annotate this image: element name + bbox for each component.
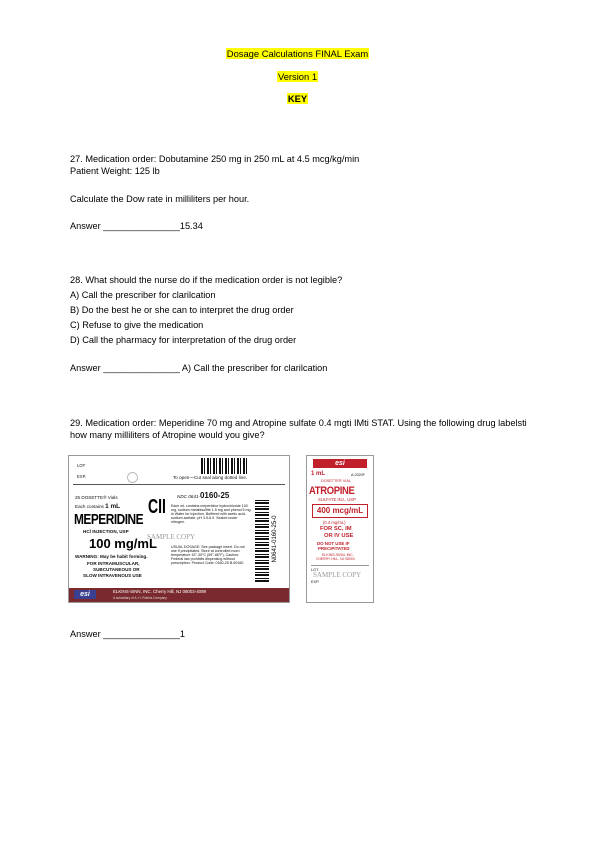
meperidine-each-ml: 1 mL [105, 503, 121, 510]
meperidine-lot: LOT [77, 463, 86, 468]
meperidine-ndc: 0160-25 [199, 491, 230, 500]
q29-question: 29. Medication order: Meperidine 70 mg and Atropine sulfate 0.4 mgti IMti STAT. Using the following drug labelsti how many milliliters of Atropine would you give? [70, 418, 527, 440]
meperidine-footer [69, 588, 289, 602]
barcode-text-box [271, 498, 279, 582]
atropine-city: CHERRY HILL, NJ 08003 [316, 557, 355, 561]
exam-title: Dosage Calculations FINAL Exam [226, 48, 369, 59]
meperidine-warning: WARNING: May be habit forming. [75, 554, 148, 559]
atropine-warn1: DO NOT USE IF [317, 541, 350, 546]
atropine-vol: 1 mL [311, 471, 326, 477]
atropine-warn2: PRECIPITATED [318, 546, 350, 551]
meperidine-each-row [75, 505, 120, 510]
atropine-brand: esi [313, 459, 367, 468]
atropine-sub: SULFATE INJ., USP [318, 497, 356, 502]
meperidine-desc: Each mL contains meperidine hydrochloride 100 mg, sodium metabisulfite 1.5 mg and phenol 5 mg in Water for Injection. Buffered with acetic acid-sodium acetate. pH 3.5-6.0. Sealed under nitrogen. [171, 504, 251, 525]
atropine-mg: (0.4 mg/mL) [323, 520, 346, 525]
atropine-code: A-0320F [351, 473, 365, 477]
top-barcode-icon [201, 458, 247, 474]
atropine-vial: DOSETTE® VIAL [321, 479, 352, 483]
q29-answer: Answer _______________1 [70, 629, 185, 639]
q28-option-a: A) Call the prescriber for clarilcation [70, 290, 216, 300]
meperidine-label [68, 455, 290, 603]
meperidine-strength: 100 mg/mL [89, 536, 157, 551]
atropine-route1: FOR SC, IM [320, 526, 352, 532]
atropine-exp: EXP. [311, 580, 320, 584]
exam-key: KEY [287, 93, 308, 104]
meperidine-company: ELKINS-SINN, INC. Cherry Hill, NJ 08003-4099 [113, 589, 206, 594]
q27-prompt: Calculate the Dow rate in milliliters per hour. [70, 194, 250, 204]
exam-title-row [0, 48, 595, 60]
meperidine-ndc-prefix: NDC 0641- [177, 494, 200, 499]
version-row [0, 71, 595, 83]
atropine-company: ELKINS-SINN, INC. [322, 553, 354, 557]
atropine-route2: OR IV USE [324, 533, 354, 539]
meperidine-sample: SAMPLE COPY [147, 533, 196, 541]
meperidine-route2: SUBCUTANEOUS OR [93, 567, 140, 572]
q27-weight: Patient Weight: 125 lb [70, 166, 160, 176]
atropine-name: ATROPINE [309, 485, 355, 497]
meperidine-name: MEPERIDINE [74, 512, 144, 528]
meperidine-dosage: USUAL DOSAGE: See package insert. Do not use if precipitated. Store at controlled room temperature 15°-30°C (59°-86°F). Caution: Federal law prohibits dispensing without prescription. Product Code: 0160-25 B-50160 [171, 545, 245, 566]
meperidine-sub: HCl INJECTION, USP [83, 529, 129, 534]
divider [73, 484, 285, 485]
q28-question: 28. What should the nurse do if the medication order is not legible? [70, 275, 343, 285]
atropine-lot: LOT [311, 568, 319, 572]
q28-option-c: C) Refuse to give the medication [70, 320, 204, 330]
meperidine-brand: esi [74, 590, 96, 599]
meperidine-barcode-text: N0641-0160-25-0 [272, 515, 278, 563]
q27-answer: Answer _______________15.34 [70, 221, 203, 231]
meperidine-vials: 25 DOSETTE® Vials [75, 495, 118, 500]
meperidine-route1: FOR INTRAMUSCULAR, [87, 561, 140, 566]
meperidine-schedule: CII [148, 496, 166, 518]
meperidine-ndc-row [177, 491, 230, 500]
q28-answer: Answer _______________ A) Call the prescriber for clarilcation [70, 363, 328, 373]
q28-option-b: B) Do the best he or she can to interpret the drug order [70, 305, 294, 315]
meperidine-open: To open—Cut seal along dotted line. [173, 475, 248, 480]
atropine-label [306, 455, 374, 603]
meperidine-company-sub: A subsidiary of A. H. Robins Company [113, 596, 167, 600]
side-barcode-icon [255, 498, 269, 582]
q28-option-d: D) Call the pharmacy for interpretation of the drug order [70, 335, 297, 345]
meperidine-exp: EXP. [77, 474, 87, 479]
exam-version: Version 1 [277, 71, 318, 82]
atropine-strength: 400 mcg/mL [312, 504, 368, 518]
meperidine-each: Each contains [75, 504, 104, 509]
atropine-divider [311, 565, 369, 566]
q27-order: 27. Medication order: Dobutamine 250 mg in 250 mL at 4.5 mcg/kg/min [70, 154, 360, 164]
meperidine-route3: SLOW INTRAVENOUS USE [83, 573, 142, 578]
key-row [0, 93, 595, 105]
hole-icon [127, 472, 138, 483]
atropine-sample: SAMPLE COPY [313, 571, 362, 579]
